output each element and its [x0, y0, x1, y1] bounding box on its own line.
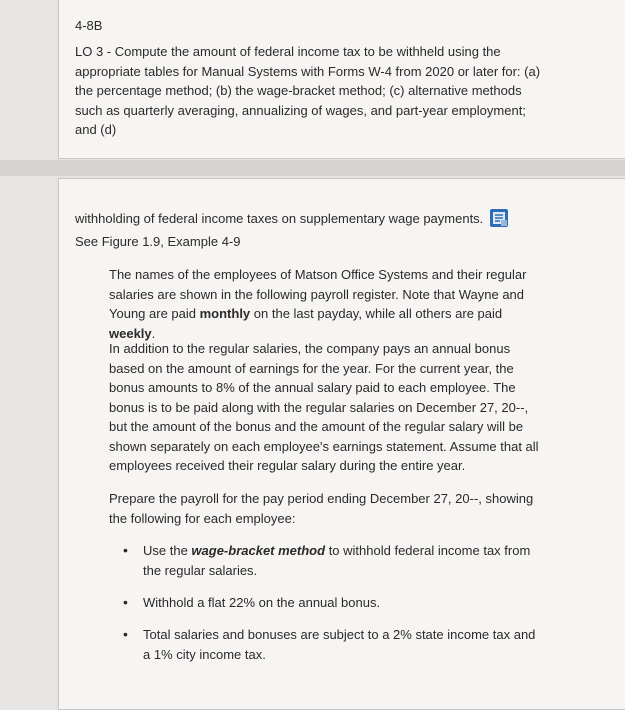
problem-header-card [58, 0, 625, 159]
monthly-emphasis: monthly [199, 306, 251, 321]
paragraph-instructions: Prepare the payroll for the pay period ending December 27, 20--, showing the following for each employee: [109, 491, 534, 526]
learning-objective-text: LO 3 - Compute the amount of federal income tax to be withheld using the appropriate tables for Manual Systems with Forms W-4 from 2020 or later for: (a) the percentage method; (b) the wage-bracket method; (c) alternative methods such as quarterly averaging, annualizing of wages, and part-year employment; and (d) [75, 44, 541, 137]
paragraph-bonus: In addition to the regular salaries, the company pays an annual bonus based on the amount of earnings for the year. For the current year, the bonus amounts to 8% of the annual salary paid to each employee. The bonus is to be paid along with the regular salaries on December 27, 20--, but the amount of the bonus and the amount of the regular salary will be shown separately on each employee's earnings statement. Assume that all employees received their regular salary during the entire year. [109, 341, 539, 473]
reference-book-icon[interactable] [489, 208, 509, 228]
section-divider [0, 160, 625, 176]
wage-bracket-emphasis: wage-bracket method [191, 543, 326, 558]
list-item: • Total salaries and bonuses are subject to a 2% state income tax and a 1% city income tax. [121, 625, 541, 664]
list-item: • Use the wage-bracket method to withhold federal income tax from the regular salaries. [121, 541, 541, 580]
intro-text-a: withholding of federal income taxes on supplementary wage payments. [75, 211, 484, 226]
problem-code: 4-8B [75, 18, 103, 33]
paragraph-employees: The names of the employees of Matson Office Systems and their regular salaries are shown in the following payroll register. Note that Wayne and Young are paid monthly on the last payday, while all others are paid weekly. [109, 267, 527, 341]
intro-text [75, 207, 535, 253]
problem-body-card [58, 178, 625, 710]
see-reference-link[interactable]: See Figure 1.9, Example 4-9 [75, 234, 241, 249]
list-item: • Withhold a flat 22% on the annual bonus. [121, 593, 541, 613]
weekly-emphasis: weekly [109, 325, 152, 341]
